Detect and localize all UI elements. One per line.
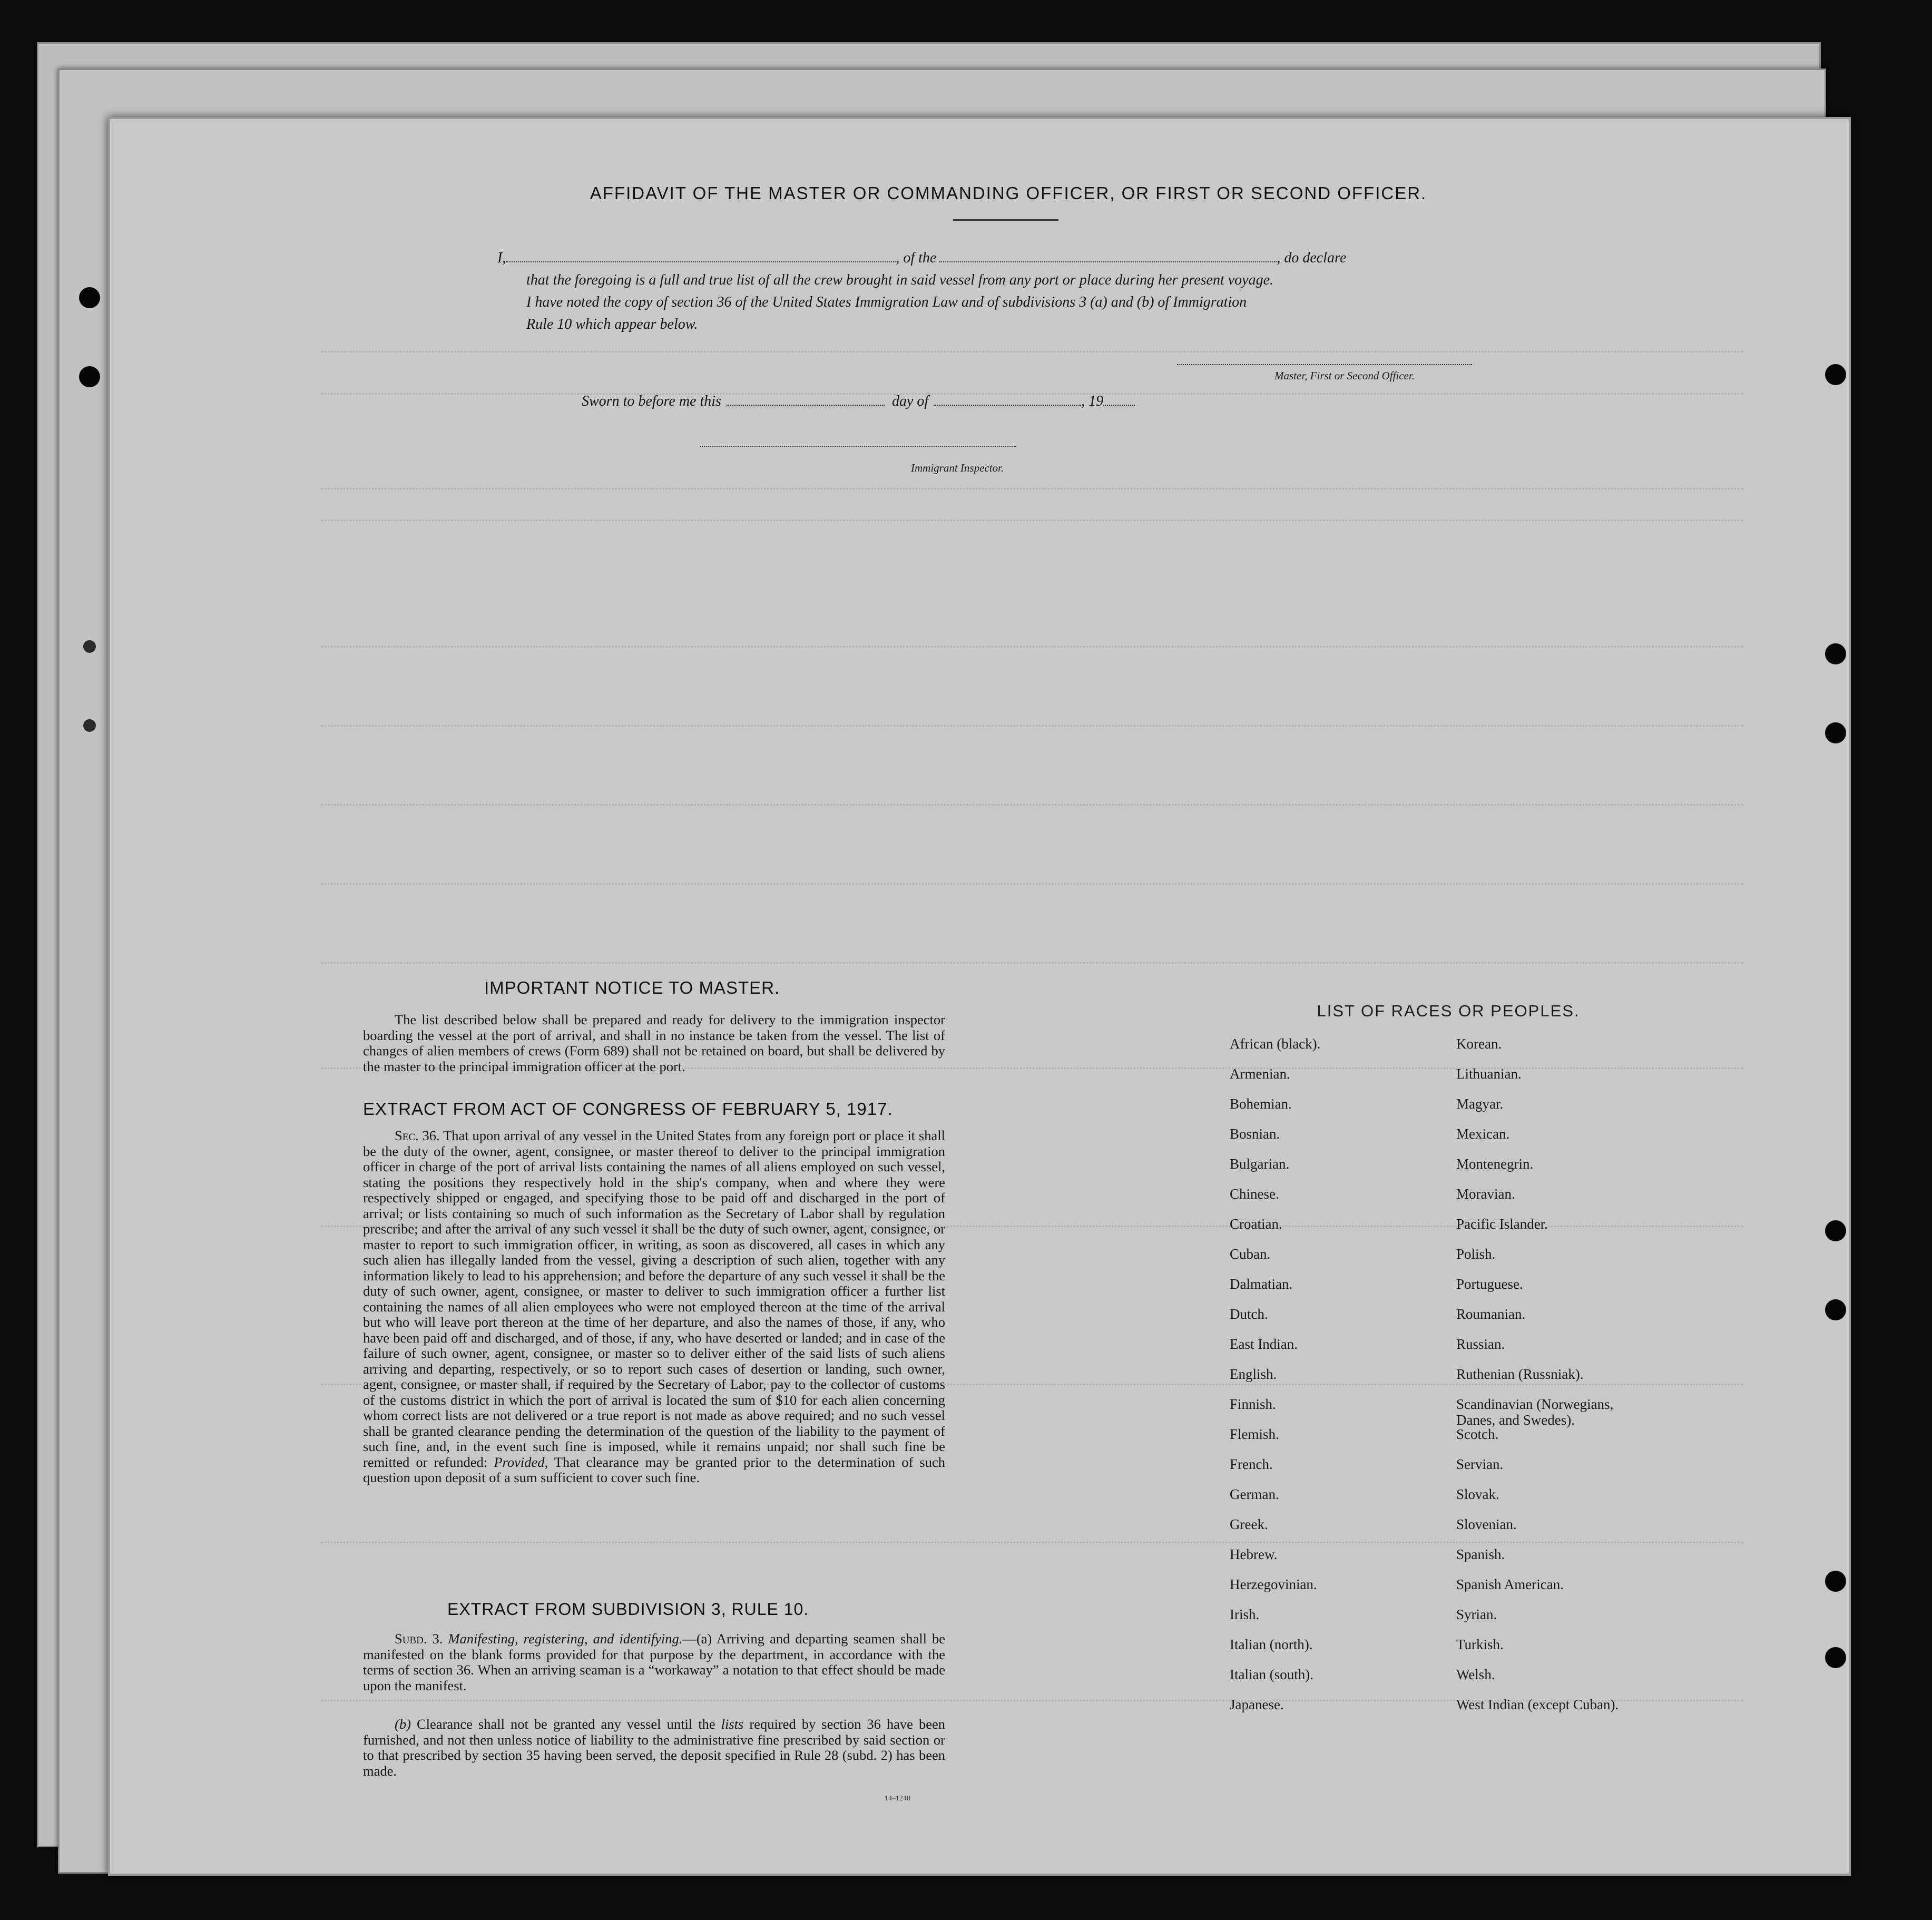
race-item: German. [1230,1486,1279,1502]
race-item: Moravian. [1456,1186,1515,1202]
subd-a-text: —(a) Arriving and departing seamen shall be manifested on the blank forms provided for that purpose by the department, in accordance with the terms of section 36. When an arriving seaman is a “workaway” a notation to that effect should be made upon the manifest. [363,1631,945,1693]
affidavit-title: AFFIDAVIT OF THE MASTER OR COMMANDING OFFICER, OR FIRST OR SECOND OFFICER. [590,183,1427,203]
race-item: Russian. [1456,1336,1505,1352]
sworn-before: Sworn to before me this [582,393,721,409]
race-item: Flemish. [1230,1426,1279,1442]
race-item: Slovenian. [1456,1516,1517,1532]
punch-hole [83,719,96,732]
inspector-signature-line[interactable] [700,446,1016,447]
race-item: Pacific Islander. [1456,1216,1548,1232]
race-item: Cuban. [1230,1246,1271,1262]
punch-hole [79,366,100,387]
act-provided: Provided, [494,1454,548,1470]
act-body [363,1128,945,1486]
race-item: West Indian (except Cuban). [1456,1697,1619,1712]
subd-b-text-1: Clearance shall not be granted any vessel until the [416,1716,715,1732]
race-item: Magyar. [1456,1096,1504,1112]
sworn-day-of: day of [891,393,929,409]
affidavit-line-2: that the foregoing is a full and true list of all the crew brought in said vessel from any port or place during her present voyage. [526,272,1274,288]
race-item: East Indian. [1230,1336,1298,1352]
race-item: Irish. [1230,1606,1260,1622]
name-field[interactable] [506,261,896,262]
race-item: Roumanian. [1456,1306,1526,1322]
rule-a [363,1631,945,1693]
sworn-year-field[interactable] [1103,405,1135,406]
race-item: Hebrew. [1230,1546,1278,1562]
punch-hole [83,640,96,653]
race-item: Japanese. [1230,1697,1284,1712]
rule-b [363,1717,945,1779]
subd-b-text-2: required by section 36 have been furnished, and not then unless notice of liability to the administrative fine prescribed by said section or to that prescribed by section 35 having been served, the deposit specified in Rule 28 (subd. 2) has been made. [363,1716,946,1779]
races-left-column [1230,1036,1320,1727]
vessel-field[interactable] [939,261,1277,262]
notice-text: The list described below shall be prepared and ready for delivery to the immigration inspector boarding the vessel at the port of arrival, and shall in no instance be taken from the vessel. The list of changes of alien members of crews (Form 689) shall not be retained on board, but shall be delivered by the master to the principal immigration officer at the port. [363,1012,945,1074]
race-item: Mexican. [1456,1126,1510,1142]
race-item: Polish. [1456,1246,1496,1262]
race-item: Turkish. [1456,1637,1504,1652]
race-item: Scandinavian (Norwegians, Danes, and Swedes). [1456,1396,1614,1428]
punch-hole [1825,722,1846,743]
subd-label: Subd. 3. [395,1631,443,1647]
notice-body [363,1012,945,1074]
sworn-line [582,393,1135,410]
affidavit-i: I, [497,250,506,266]
race-item: Spanish American. [1456,1576,1564,1592]
race-item: Chinese. [1230,1186,1279,1202]
race-item: Italian (north). [1230,1637,1313,1652]
races-title: LIST OF RACES OR PEOPLES. [1317,1002,1580,1020]
race-item: Dutch. [1230,1306,1268,1322]
race-item: Finnish. [1230,1396,1276,1412]
affidavit-line-1 [497,250,1346,267]
punch-hole [79,287,100,308]
act-text-end: That clearance may be granted prior to the determination of such question upon deposit of a sum sufficient to cover such fine. [363,1454,946,1485]
race-item: Servian. [1456,1456,1504,1472]
document-sheet [108,117,1851,1876]
inspector-label: Immigrant Inspector. [911,462,1004,474]
act-title: EXTRACT FROM ACT OF CONGRESS OF FEBRUARY 5, 1917. [363,1099,893,1119]
race-item: Ruthenian (Russniak). [1456,1366,1584,1382]
race-item: Portuguese. [1456,1276,1523,1292]
races-right-column [1456,1036,1619,1727]
subd-b-lists: lists [721,1716,744,1732]
race-item: Bulgarian. [1230,1156,1290,1172]
race-item: Croatian. [1230,1216,1282,1232]
notice-title: IMPORTANT NOTICE TO MASTER. [484,978,780,997]
punch-hole [1825,1299,1846,1320]
race-item: Lithuanian. [1456,1066,1522,1082]
rule-title: EXTRACT FROM SUBDIVISION 3, RULE 10. [447,1600,809,1619]
race-item: Slovak. [1456,1486,1499,1502]
punch-hole [1825,643,1846,664]
race-item: Herzegovinian. [1230,1576,1317,1592]
form-number: 14–1240 [885,1795,910,1803]
act-text: That upon arrival of any vessel in the United States from any foreign port or place it shall be the duty of the owner, agent, consignee, or master thereof to deliver to the principal immigration officer in charge of the port of arrival lists containing the names of all aliens employed on such vessel, stating the positions they respectively hold in the ship's company, when and where they were respectively shipped or engaged, and specifying those to be paid off and discharged in the port of arrival; or lists containing so much of such information as the Secretary of Labor shall by regulation prescribe; and after the arrival of any such vessel it shall be the duty of such owner, agent, consignee, or master to report to such immigration officer, in writing, as soon as discovered, all cases in which any such alien has illegally landed from the vessel, giving a description of such alien, together with any information likely to lead to his apprehension; and before the departure of any such vessel it shall be the duty of such owner, agent, consignee, or master to deliver to such immigration officer a further list containing the names of all alien employees who were not employed thereon at the time of the arrival but who will leave port thereon at the time of her departure, and also the names of those, if any, who have been paid off and discharged, and of those, if any, who have deserted or landed; and in case of the failure of such owner, agent, consignee, or master so to deliver either of the said lists of such aliens arriving and departing, respectively, or so to report such cases of desertion or landing, such owner, agent, consignee, or master shall, if required by the Secretary of Labor, pay to the collector of customs of the customs district in which the port of arrival is located the sum of $10 for each alien concerning whom correct lists are not delivered or a true report is not made as above required; and no such vessel shall be granted clearance pending the determination of the question of the liability to the payment of such fine, and, in the event such fine is imposed, while it remains unpaid; nor shall such fine be remitted or refunded: [363,1128,945,1470]
race-item: Armenian. [1230,1066,1290,1082]
title-rule [953,219,1058,221]
subd-b-label: (b) [395,1716,411,1732]
race-item: Bohemian. [1230,1096,1292,1112]
master-signature-label: Master, First or Second Officer. [1274,369,1415,382]
affidavit-line-3: I have noted the copy of section 36 of the United States Immigration Law and of subdivisions 3 (a) and (b) of Immigration [526,294,1247,310]
race-item: Korean. [1456,1036,1502,1052]
race-item: Scotch. [1456,1426,1499,1442]
punch-hole [1825,364,1846,385]
race-item: Welsh. [1456,1667,1495,1682]
race-item: Bosnian. [1230,1126,1280,1142]
punch-hole [1825,1571,1846,1592]
affidavit-do-declare: , do declare [1277,250,1347,266]
race-item: Spanish. [1456,1546,1505,1562]
punch-hole [1825,1647,1846,1668]
race-item: Syrian. [1456,1606,1497,1622]
punch-hole [1825,1220,1846,1241]
sworn-month-field[interactable] [934,405,1081,406]
affidavit-line-4: Rule 10 which appear below. [526,316,698,332]
subd-heading: Manifesting, registering, and identifying. [448,1631,683,1647]
sworn-year: , 19 [1081,393,1104,409]
affidavit-of-the: , of the [896,250,937,266]
race-item: Montenegrin. [1456,1156,1534,1172]
race-item: African (black). [1230,1036,1321,1052]
race-item: Greek. [1230,1516,1268,1532]
master-signature-line[interactable] [1177,364,1472,365]
race-item: Italian (south). [1230,1667,1313,1682]
race-item: French. [1230,1456,1273,1472]
sec-label: Sec. 36. [395,1128,440,1143]
sworn-day-field[interactable] [727,405,885,406]
race-item: Dalmatian. [1230,1276,1293,1292]
race-item: English. [1230,1366,1277,1382]
